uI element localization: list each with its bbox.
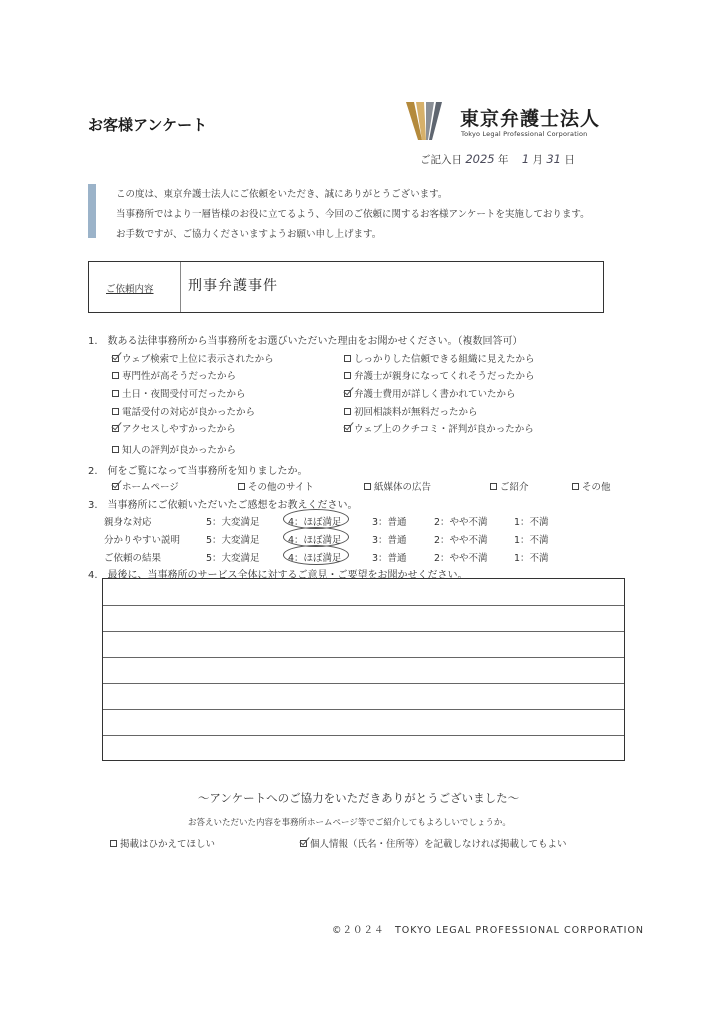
scale-1[interactable]: 1：不満 bbox=[514, 553, 549, 564]
date-month: 1 bbox=[521, 152, 530, 166]
option-label: 紙媒体の広告 bbox=[374, 482, 432, 493]
option-label: ホームページ bbox=[122, 482, 179, 493]
scale-5[interactable]: 5：大変満足 bbox=[206, 517, 260, 528]
checkbox[interactable] bbox=[344, 372, 351, 379]
scale-3[interactable]: 3：普通 bbox=[372, 535, 407, 546]
option-label: 弁護士が親身になってくれそうだったから bbox=[354, 371, 535, 382]
q1-option[interactable] bbox=[112, 442, 236, 456]
checkbox[interactable] bbox=[112, 483, 119, 490]
scale-2[interactable]: 2：やや不満 bbox=[434, 535, 488, 546]
q4-question: 4. 最後に、当事務所のサービス全体に対するご意見・ご要望をお聞かせください。 bbox=[88, 570, 468, 581]
scale-3[interactable]: 3：普通 bbox=[372, 517, 407, 528]
page-title: お客様アンケート bbox=[88, 116, 208, 134]
selected-circle bbox=[283, 527, 349, 547]
q2-option[interactable] bbox=[490, 479, 529, 493]
scale-2[interactable]: 2：やや不満 bbox=[434, 553, 488, 564]
option-label: アクセスしやすかったから bbox=[122, 424, 236, 435]
checkbox[interactable] bbox=[112, 390, 119, 397]
date-year: 2025 bbox=[465, 152, 495, 166]
firm-name: 東京弁護士法人 bbox=[460, 108, 601, 130]
request-value[interactable]: 刑事弁護事件 bbox=[188, 278, 278, 294]
intro-line: お手数ですが、ご協力くださいますようお願い申し上げます。 bbox=[116, 229, 382, 240]
scale-5[interactable]: 5：大変満足 bbox=[206, 535, 260, 546]
request-divider bbox=[180, 262, 181, 312]
q3-row-label: 親身な対応 bbox=[104, 517, 152, 528]
intro-line: この度は、東京弁護士法人にご依頼をいただき、誠にありがとうございます。 bbox=[116, 189, 448, 200]
checkbox[interactable] bbox=[364, 483, 371, 490]
checkbox[interactable] bbox=[344, 390, 351, 397]
date-prefix: ご記入日 bbox=[420, 154, 462, 166]
date-day: 31 bbox=[546, 152, 561, 166]
intro-line: 当事務所ではより一層皆様のお役に立てるよう、今回のご依頼に関するお客様アンケートを実施しております。 bbox=[116, 209, 590, 220]
ruled-line bbox=[103, 657, 624, 658]
comment-textarea[interactable] bbox=[102, 578, 625, 761]
option-label: 土日・夜間受付可だったから bbox=[122, 389, 246, 400]
permission-option[interactable] bbox=[300, 836, 567, 850]
checkbox[interactable] bbox=[112, 355, 119, 362]
permission-question: お答えいただいた内容を事務所ホームページ等でご紹介してもよろしいでしょうか。 bbox=[188, 818, 511, 828]
checkbox[interactable] bbox=[238, 483, 245, 490]
thanks-message: ～アンケートへのご協力をいただきありがとうございました～ bbox=[197, 791, 520, 805]
q2-option[interactable] bbox=[572, 479, 611, 493]
request-box bbox=[88, 261, 604, 313]
checkbox[interactable] bbox=[572, 483, 579, 490]
q3-row-label: 分かりやすい説明 bbox=[104, 535, 181, 546]
option-label: 弁護士費用が詳しく書かれていたから bbox=[354, 389, 516, 400]
scale-1[interactable]: 1：不満 bbox=[514, 535, 549, 546]
request-label: ご依頼内容 bbox=[106, 284, 154, 295]
q3-row-label: ご依頼の結果 bbox=[104, 553, 162, 564]
option-label: その他のサイト bbox=[248, 482, 314, 493]
date-day-unit: 日 bbox=[564, 154, 575, 166]
q2-option[interactable] bbox=[238, 479, 314, 493]
ruled-line bbox=[103, 605, 624, 606]
scale-3[interactable]: 3：普通 bbox=[372, 553, 407, 564]
date-month-unit: 月 bbox=[532, 154, 543, 166]
scale-4[interactable]: 4：ほぼ満足 bbox=[288, 553, 342, 564]
q1-option[interactable] bbox=[344, 404, 478, 418]
scale-2[interactable]: 2：やや不満 bbox=[434, 517, 488, 528]
option-label: 電話受付の対応が良かったから bbox=[122, 407, 256, 418]
checkbox[interactable] bbox=[112, 446, 119, 453]
intro-accent-bar bbox=[88, 184, 96, 238]
ruled-line bbox=[103, 631, 624, 632]
option-label: ご紹介 bbox=[500, 482, 529, 493]
q1-option[interactable] bbox=[112, 351, 274, 365]
q1-option[interactable] bbox=[112, 421, 236, 435]
q1-option[interactable] bbox=[344, 351, 535, 365]
q2-question: 2. 何をご覧になって当事務所を知りましたか。 bbox=[88, 466, 308, 477]
date-year-unit: 年 bbox=[497, 154, 509, 166]
option-label: 初回相談料が無料だったから bbox=[354, 407, 478, 418]
scale-1[interactable]: 1：不満 bbox=[514, 517, 549, 528]
selected-circle bbox=[283, 509, 349, 529]
ruled-line bbox=[103, 735, 624, 736]
selected-circle bbox=[283, 545, 349, 565]
q1-option[interactable] bbox=[112, 386, 246, 400]
option-label: その他 bbox=[582, 482, 611, 493]
checkbox[interactable] bbox=[344, 408, 351, 415]
checkbox[interactable] bbox=[300, 840, 307, 847]
scale-5[interactable]: 5：大変満足 bbox=[206, 553, 260, 564]
q1-option[interactable] bbox=[344, 368, 535, 382]
checkbox[interactable] bbox=[110, 840, 117, 847]
ruled-line bbox=[103, 709, 624, 710]
checkbox[interactable] bbox=[344, 355, 351, 362]
checkbox[interactable] bbox=[344, 425, 351, 432]
option-label: 掲載はひかえてほしい bbox=[120, 839, 216, 850]
scale-4[interactable]: 4：ほぼ満足 bbox=[288, 517, 342, 528]
ruled-line bbox=[103, 683, 624, 684]
scale-4[interactable]: 4：ほぼ満足 bbox=[288, 535, 342, 546]
option-label: ウェブ検索で上位に表示されたから bbox=[122, 354, 274, 365]
q2-option[interactable] bbox=[112, 479, 179, 493]
firm-name-en: Tokyo Legal Professional Corporation bbox=[461, 130, 588, 138]
checkbox[interactable] bbox=[112, 425, 119, 432]
q1-option[interactable] bbox=[112, 368, 236, 382]
checkbox[interactable] bbox=[490, 483, 497, 490]
checkbox[interactable] bbox=[112, 408, 119, 415]
q1-option[interactable] bbox=[344, 386, 516, 400]
firm-logo-icon bbox=[404, 100, 444, 144]
checkbox[interactable] bbox=[112, 372, 119, 379]
q1-option[interactable] bbox=[344, 421, 534, 435]
option-label: ウェブ上のクチコミ・評判が良かったから bbox=[354, 424, 534, 435]
option-label: しっかりした信頼できる組織に見えたから bbox=[354, 354, 535, 365]
q1-option[interactable] bbox=[112, 404, 255, 418]
q2-option[interactable] bbox=[364, 479, 431, 493]
option-label: 個人情報（氏名・住所等）を記載しなければ掲載してもよい bbox=[310, 839, 567, 850]
q3-question: 3. 当事務所にご依頼いただいたご感想をお教えください。 bbox=[88, 500, 358, 511]
option-label: 知人の評判が良かったから bbox=[122, 445, 237, 456]
entry-date bbox=[420, 152, 575, 167]
option-label: 専門性が高そうだったから bbox=[122, 371, 237, 382]
copyright: ©２０２４ TOKYO LEGAL PROFESSIONAL CORPORATION bbox=[332, 925, 645, 936]
permission-option[interactable] bbox=[110, 836, 215, 850]
q1-question: 1. 数ある法律事務所から当事務所をお選びいただいた理由をお聞かせください。（複数回答可） bbox=[88, 336, 523, 347]
